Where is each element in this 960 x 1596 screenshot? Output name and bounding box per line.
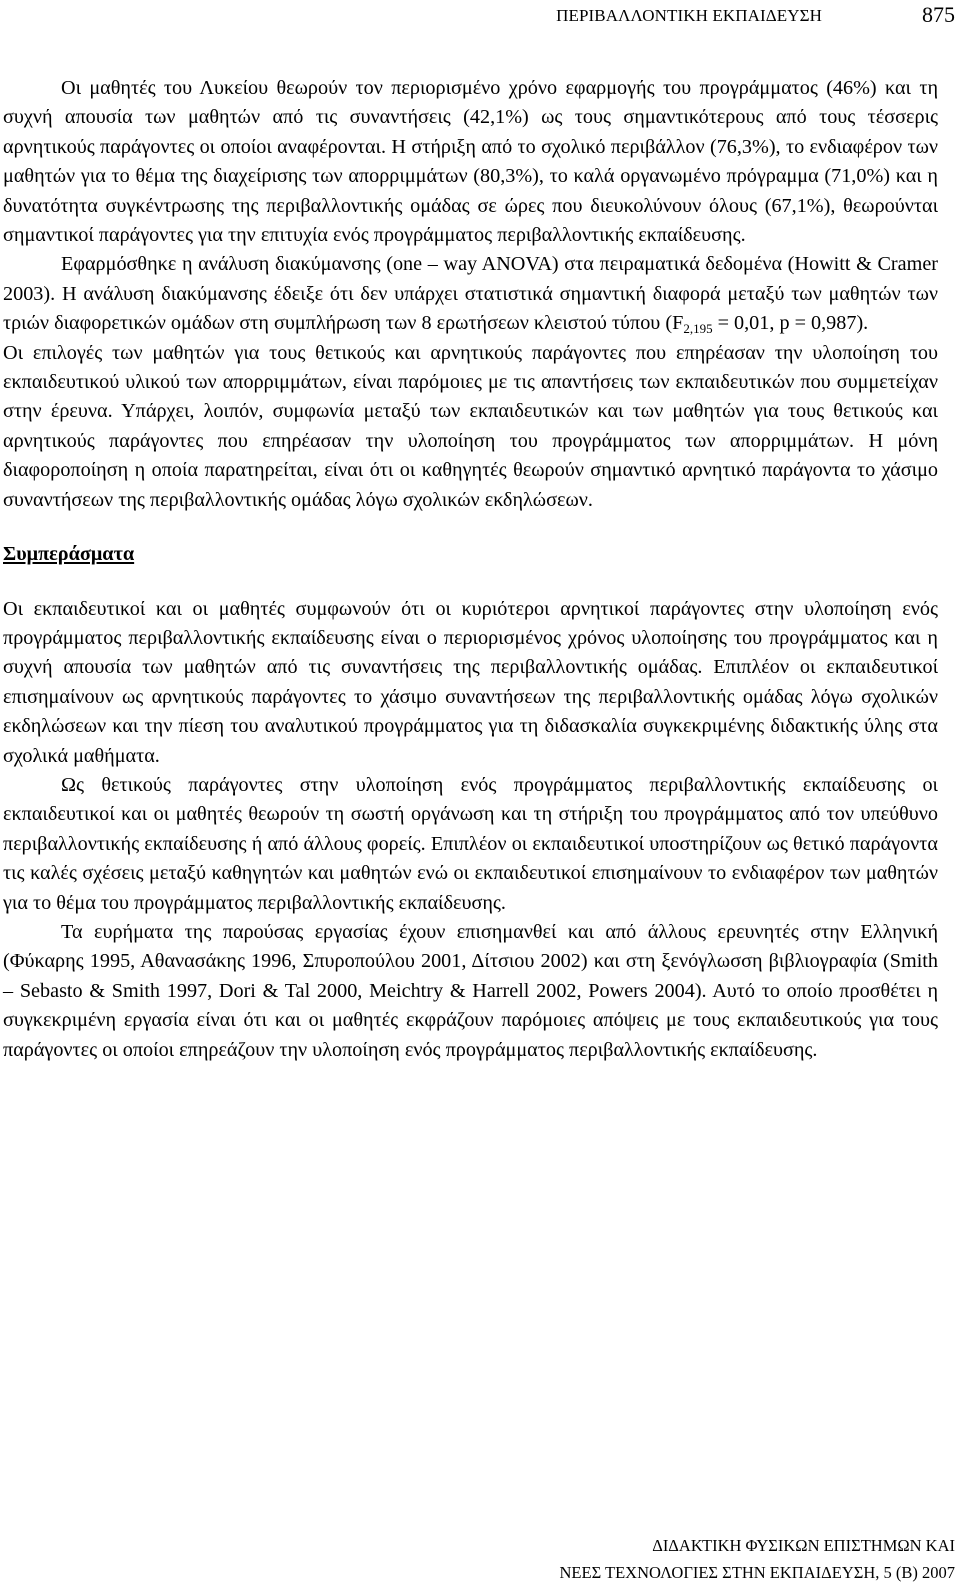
- page-number: 875: [922, 2, 955, 27]
- paragraph-anova: [3, 250, 938, 338]
- paragraph-positive-factors: Ως θετικούς παράγοντες στην υλοποίηση ενός προγράμματος περιβαλλοντικής εκπαίδευσης οι εκπαιδευτικοί και οι μαθητές θεωρούν τη σωστή οργάνωση και τη στήριξη του προγράμματος από τον υπεύθυνο περιβαλλοντικής εκπαίδευσης ή από άλλους φορείς. Επιπλέον οι εκπαιδευτικοί υποστηρίζουν ως θετικό παράγοντα τις καλές σχέσεις μεταξύ καθηγητών και μαθητών ενώ οι εκπαιδευτικοί επισημαίνουν το ενδιαφέρον των μαθητών για το θέμα του προγράμματος περιβαλλοντικής εκπαίδευσης.: [3, 773, 938, 914]
- paragraph-negative-factors: Οι εκπαιδευτικοί και οι μαθητές συμφωνούν ότι οι κυριότεροι αρνητικοί παράγοντες στην υλοποίηση ενός προγράμματος περιβαλλοντικής εκπαίδευσης είναι ο περιορισμένος χρόνος υλοποίησης του προγράμματος και η συχνή απουσία των μαθητών από τις συναντήσεις της περιβαλλοντικής ομάδας. Επιπλέον οι εκπαιδευτικοί επισημαίνουν ως αρνητικούς παράγοντες το χάσιμο συναντήσεων της περιβαλλοντικής ομάδας λόγω σχολικών εκδηλώσεων και την πίεση του αναλυτικού προγράμματος για τη διδασκαλία συγκεκριμένης διδακτικής ύλης στα σχολικά μαθήματα.: [3, 597, 938, 767]
- article-body: [3, 74, 938, 1065]
- paragraph-literature: Τα ευρήματα της παρούσας εργασίας έχουν επισημανθεί και από άλλους ερευνητές στην Ελληνική (Φύκαρης 1995, Αθανασάκης 1996, Σπυροπούλου 2001, Δίτσιου 2002) και στη ξενόγλωσση βιβλιογραφία (Smith – Sebasto & Smith 1997, Dori & Tal 2000, Meichtry & Harrell 2002, Powers 2004). Αυτό το οποίο προσθέτει η συγκεκριμένη εργασία είναι ότι και οι μαθητές εκφράζουν παρόμοιες απόψεις με τους εκπαιδευτικούς για τους παράγοντες οι οποίοι επηρεάζουν την υλοποίηση ενός προγράμματος περιβαλλοντικής εκπαίδευσης.: [3, 920, 938, 1061]
- paragraph-teacher-student-agreement: Οι επιλογές των μαθητών για τους θετικούς και αρνητικούς παράγοντες που επηρέασαν την υλοποίηση του εκπαιδευτικού υλικού των απορριμμάτων, είναι παρόμοιες με τις απαντήσεις των εκπαιδευτικών που συμμετείχαν στην έρευνα. Υπάρχει, λοιπόν, συμφωνία μεταξύ των εκπαιδευτικών και των μαθητών για τους θετικούς και αρνητικούς παράγοντες που επηρέασαν την υλοποίηση του προγράμματος των απορριμμάτων. Η μόνη διαφοροποίηση η οποία παρατηρείται, είναι ότι οι καθηγητές θεωρούν σημαντικό αρνητικό παράγοντα το χάσιμο συναντήσεων της περιβαλλοντικής ομάδας λόγω σχολικών εκδηλώσεων.: [3, 341, 938, 511]
- anova-text: Εφαρμόσθηκε η ανάλυση διακύμανσης (one – way ANOVA) στα πειραματικά δεδομένα (Howitt & Cramer 2003). Η ανάλυση διακύμανσης έδειξε ότι δεν υπάρχει στατιστικά σημαντική διαφορά μεταξύ των μαθητών των τριών διαφορετικών ομάδων στη συμπλήρωση των 8 ερωτήσεων κλειστού τύπου (F: [3, 253, 938, 335]
- page-footer: [560, 1532, 956, 1586]
- section-heading-conclusions: Συμπεράσματα: [3, 543, 135, 566]
- running-head: ΠΕΡΙΒΑΛΛΟΝΤΙΚΗ ΕΚΠΑΙΔΕΥΣΗ: [556, 6, 822, 25]
- anova-result: = 0,01, p = 0,987).: [712, 312, 869, 335]
- footer-journal-line1: ΔΙΔΑΚΤΙΚΗ ΦΥΣΙΚΩΝ ΕΠΙΣΤΗΜΩΝ ΚΑΙ: [652, 1536, 955, 1555]
- f-subscript: 2,195: [683, 321, 713, 337]
- footer-journal-line2: ΝΕΕΣ ΤΕΧΝΟΛΟΓΙΕΣ ΣΤΗΝ ΕΚΠΑΙΔΕΥΣΗ, 5 (Β) 2007: [559, 1563, 955, 1582]
- page-header: [0, 2, 960, 32]
- paragraph-results-lyceum: Οι μαθητές του Λυκείου θεωρούν τον περιορισμένο χρόνο εφαρμογής του προγράμματος (46%) και τη συχνή απουσία των μαθητών από τις συναντήσεις (42,1%) ως τους σημαντικότερους από τους τέσσερις αρνητικούς παράγοντες οι οποίοι αναφέρονται. Η στήριξη από το σχολικό περιβάλλον (76,3%), το ενδιαφέρον των μαθητών για το θέμα της διαχείρισης των απορριμμάτων (80,3%), το καλά οργανωμένο πρόγραμμα (71,0%) και η δυνατότητα συγκέντρωσης της περιβαλλοντικής ομάδας σε ώρες που διευκολύνουν όλους (67,1%), θεωρούνται σημαντικοί παράγοντες για την επιτυχία ενός προγράμματος περιβαλλοντικής εκπαίδευσης.: [3, 77, 938, 247]
